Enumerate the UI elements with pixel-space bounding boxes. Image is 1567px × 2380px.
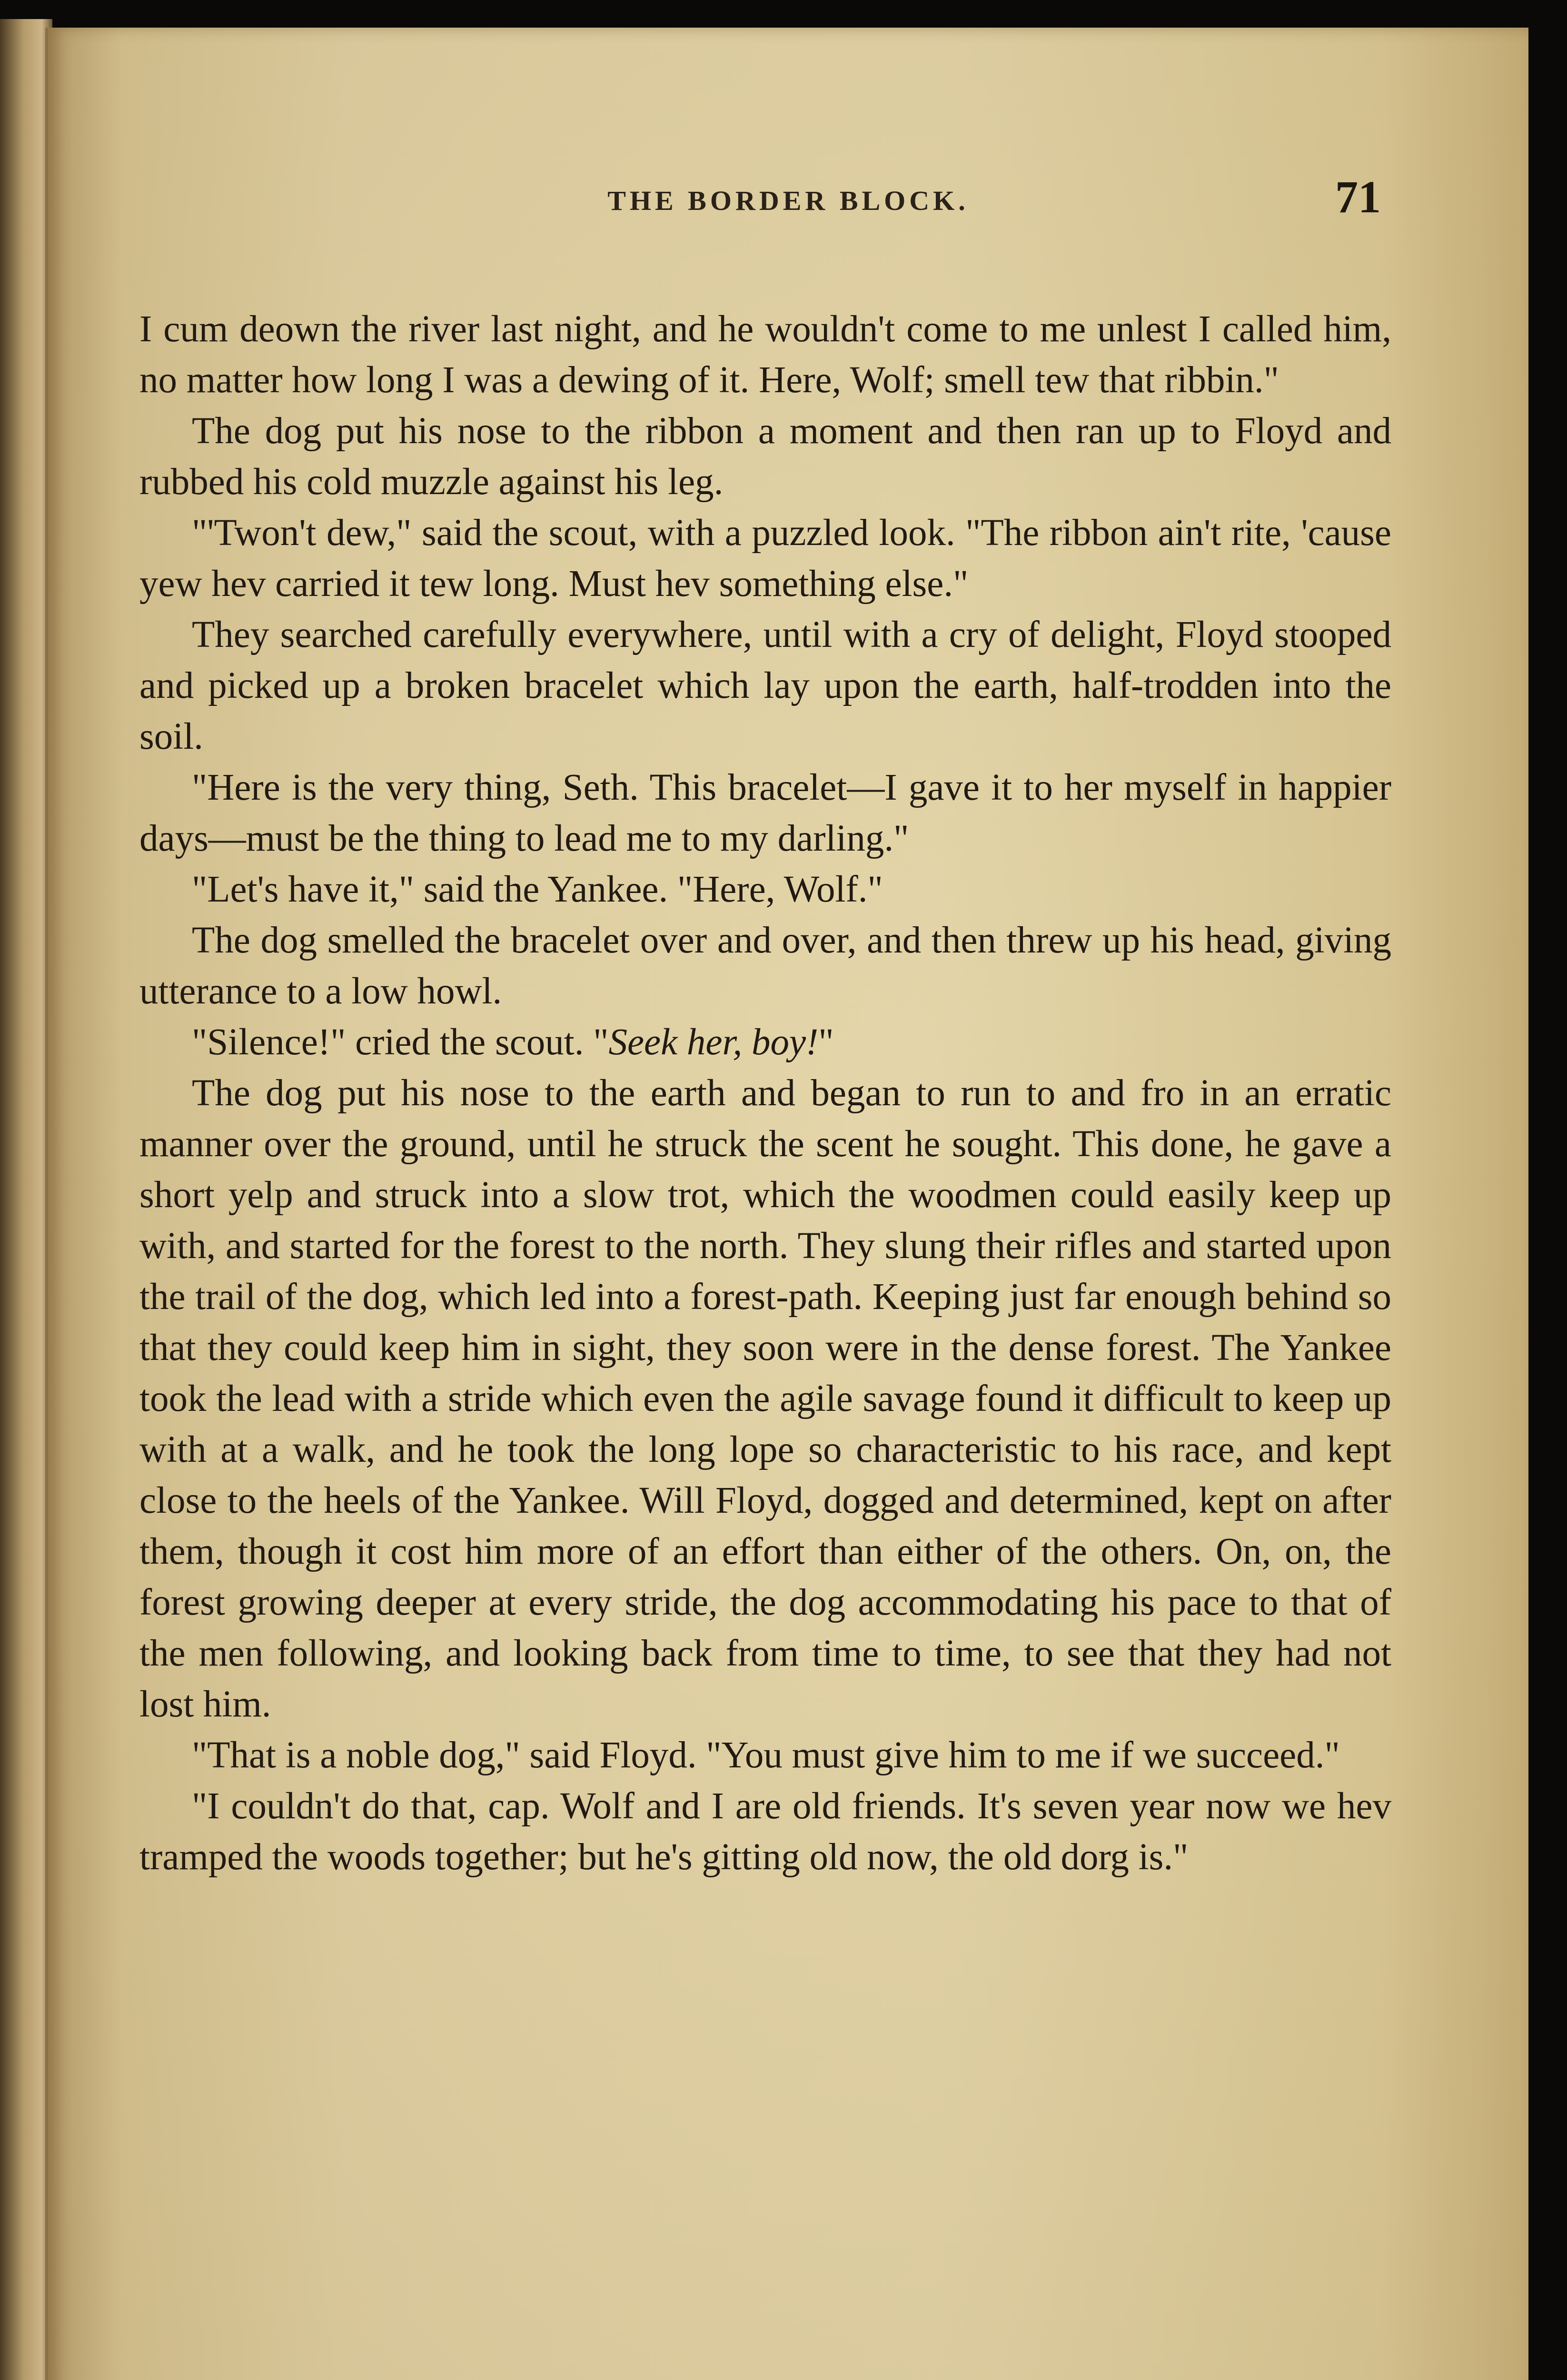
paragraph: "That is a noble dog," said Floyd. "You must give him to me if we succeed." (192, 1735, 1340, 1776)
previous-page-edge (0, 19, 52, 2380)
silence-line-lead: "Silence!" cried the scout. " (192, 1021, 609, 1063)
paragraph: The dog put his nose to the ribbon a moment and then ran up to Floyd and rubbed his cold muzzle against his leg. (139, 410, 1391, 503)
book-page (45, 28, 1528, 2380)
paragraph: The dog put his nose to the earth and began to run to and fro in an erratic manner over the ground, until he struck the scent he sought. This done, he gave a short yelp and struck into a slow trot, which the woodmen could easily keep up with, and started for the forest to the north. They slung their rifles and started upon the trail of the dog, which led into a forest-path. Keeping just far enough behind so that they could keep him in sight, they soon were in the dense forest. The Yankee took the lead with a stride which even the agile savage found it difficult to keep up with at a walk, and he took the long lope so characteristic to his race, and kept close to the heels of the Yankee. Will Floyd, dogged and determined, kept on after them, though it cost him more of an effort than either of the others. On, on, the forest growing deeper at every stride, the dog accommodating his pace to that of the men following, and looking back from time to time, to see that they had not lost him. (139, 1072, 1391, 1725)
paragraph: "Here is the very thing, Seth. This bracelet—I gave it to her myself in happier days—must be the thing to lead me to my darling." (139, 767, 1391, 859)
paragraph: "I couldn't do that, cap. Wolf and I are old friends. It's seven year now we hev tramped the woods together; but he's gitting old now, the old dorg is." (139, 1785, 1391, 1878)
paragraph: I cum deown the river last night, and he wouldn't come to me unlest I called him, no matter how long I was a dewing of it. Here, Wolf; smell tew that ribbin." (139, 308, 1391, 401)
page-number: 71 (1335, 171, 1381, 222)
silence-line-tail: " (818, 1021, 834, 1063)
running-head: THE BORDER BLOCK. (607, 185, 969, 216)
paragraph: They searched carefully everywhere, until with a cry of delight, Floyd stooped and picked up a broken bracelet which lay upon the earth, half-trodden into the soil. (139, 614, 1391, 757)
paragraph: "'Twon't dew," said the scout, with a puzzled look. "The ribbon ain't rite, 'cause yew hev carried it tew long. Must hev something else." (139, 512, 1391, 605)
silence-line-italic: Seek her, boy! (608, 1021, 819, 1063)
paragraph: "Let's have it," said the Yankee. "Here, Wolf." (192, 869, 883, 910)
paragraph: The dog smelled the bracelet over and over, and then threw up his head, giving utterance to a low howl. (139, 920, 1391, 1012)
body-text (139, 304, 1391, 1883)
paragraph-silence (139, 1017, 1391, 1068)
